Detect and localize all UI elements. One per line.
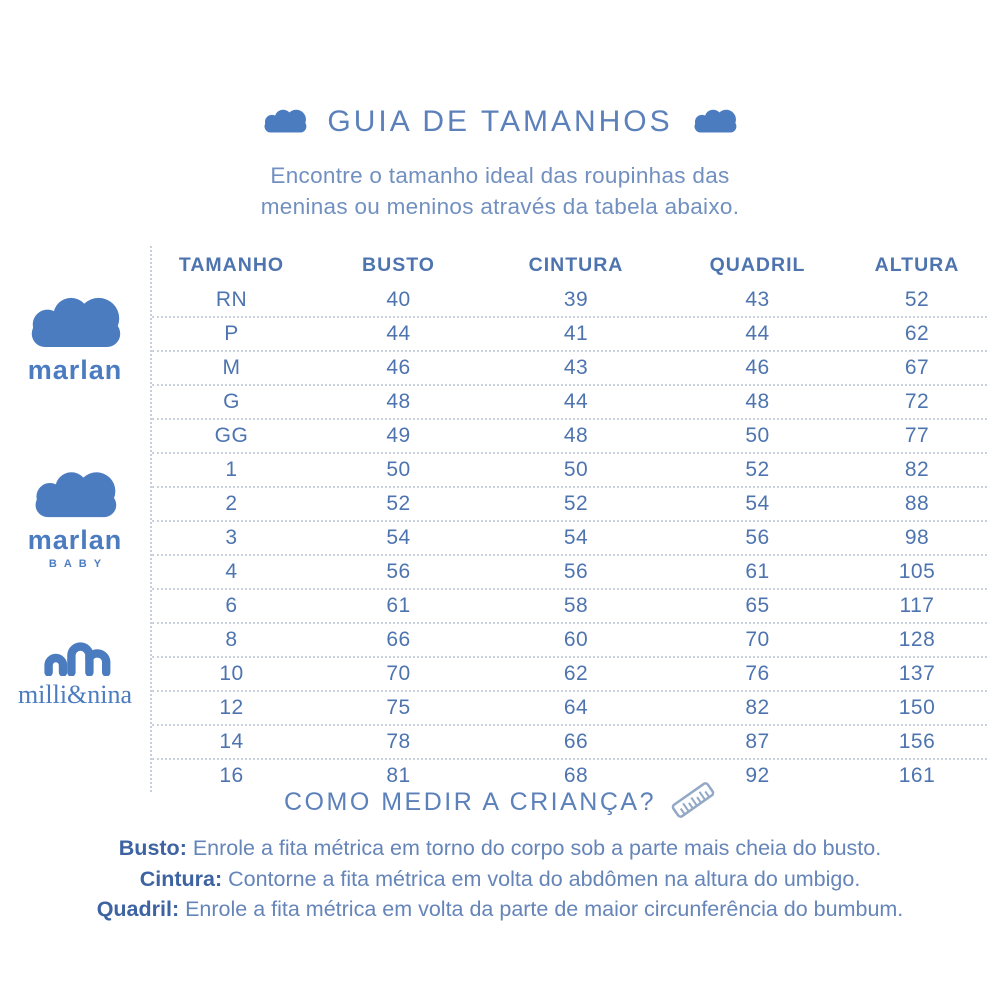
- cloud-icon: [28, 466, 122, 523]
- column-header: ALTURA: [874, 253, 960, 276]
- size-cell: 10: [219, 662, 244, 685]
- measure-cell: 56: [563, 560, 589, 583]
- brand-logo-marlan-baby: [0, 466, 150, 570]
- measure-cell: 46: [386, 356, 411, 379]
- howto-label: Busto:: [118, 836, 187, 860]
- measure-cell: 65: [745, 594, 770, 617]
- measure-cell: 48: [745, 390, 770, 413]
- table-row: [152, 318, 987, 352]
- size-cell: 2: [225, 492, 238, 515]
- measure-cell: 88: [904, 492, 930, 515]
- table-row: [152, 624, 987, 658]
- brand-wordmark: marlan: [27, 525, 123, 555]
- measure-cell: 54: [386, 526, 411, 549]
- column-header: CINTURA: [528, 253, 624, 276]
- page-title: GUIA DE TAMANHOS: [327, 105, 673, 138]
- measure-cell: 76: [745, 662, 770, 685]
- measure-cell: 92: [745, 764, 770, 787]
- brand-wordmark: milli&nina: [17, 680, 133, 709]
- table-row: [152, 590, 987, 624]
- cloud-icon: [24, 291, 126, 353]
- howto-instructions: [0, 833, 1000, 925]
- table-row: [152, 556, 987, 590]
- table-row: [152, 522, 987, 556]
- page-subtitle: [0, 160, 1000, 222]
- measure-cell: 50: [386, 458, 411, 481]
- measure-cell: 77: [904, 424, 930, 447]
- measure-cell: 43: [745, 288, 770, 311]
- table-row: [152, 420, 987, 454]
- table-row: [152, 284, 987, 318]
- measure-cell: 81: [386, 764, 411, 787]
- subtitle-line: meninas ou meninos através da tabela abaixo.: [260, 194, 740, 219]
- table-row: [152, 352, 987, 386]
- measure-cell: 78: [386, 730, 411, 753]
- size-table: [150, 246, 987, 792]
- size-cell: GG: [214, 424, 249, 447]
- measure-cell: 68: [563, 764, 589, 787]
- size-cell: P: [224, 322, 239, 345]
- measure-cell: 39: [563, 288, 589, 311]
- column-header: QUADRIL: [709, 253, 806, 276]
- measure-cell: 62: [904, 322, 930, 345]
- measure-cell: 67: [904, 356, 930, 379]
- brand-wordmark: marlan: [27, 355, 123, 385]
- millinina-monogram-icon: [39, 634, 111, 681]
- measure-cell: 105: [898, 560, 936, 583]
- measure-cell: 60: [563, 628, 589, 651]
- measure-cell: 64: [563, 696, 589, 719]
- measure-cell: 46: [745, 356, 770, 379]
- measure-cell: 50: [563, 458, 589, 481]
- measure-cell: 156: [898, 730, 936, 753]
- measure-cell: 56: [745, 526, 770, 549]
- measure-cell: 87: [745, 730, 770, 753]
- size-cell: M: [222, 356, 241, 379]
- subtitle-line: Encontre o tamanho ideal das roupinhas das: [270, 163, 730, 188]
- cloud-icon: [691, 106, 739, 138]
- measure-cell: 61: [745, 560, 770, 583]
- measure-cell: 54: [745, 492, 770, 515]
- size-cell: 8: [225, 628, 238, 651]
- size-cell: 3: [225, 526, 238, 549]
- measure-cell: 161: [898, 764, 936, 787]
- brand-submark: BABY: [48, 558, 109, 570]
- ruler-icon: [670, 779, 716, 826]
- table-row: [152, 726, 987, 760]
- measure-cell: 82: [904, 458, 930, 481]
- measure-cell: 98: [904, 526, 930, 549]
- size-table-header: [152, 246, 987, 284]
- measure-cell: 117: [899, 594, 935, 617]
- page-header: [0, 100, 1000, 144]
- size-cell: 4: [225, 560, 238, 583]
- table-row: [152, 386, 987, 420]
- table-row: [152, 658, 987, 692]
- howto-header: [0, 782, 1000, 822]
- howto-text: Enrole a fita métrica em volta da parte de maior circunferência do bumbum.: [179, 897, 904, 921]
- measure-cell: 56: [386, 560, 411, 583]
- brand-logo-marlan: [0, 291, 150, 384]
- size-table-body: [152, 284, 987, 792]
- measure-cell: 66: [386, 628, 411, 651]
- howto-line-quadril: [0, 894, 1000, 925]
- measure-cell: 48: [386, 390, 411, 413]
- table-row: [152, 454, 987, 488]
- measure-cell: 52: [386, 492, 411, 515]
- measure-cell: 70: [386, 662, 411, 685]
- size-cell: 14: [219, 730, 244, 753]
- measure-cell: 52: [904, 288, 930, 311]
- size-cell: 1: [225, 458, 238, 481]
- measure-cell: 40: [386, 288, 411, 311]
- measure-cell: 66: [563, 730, 589, 753]
- measure-cell: 49: [386, 424, 411, 447]
- measure-cell: 41: [563, 322, 589, 345]
- column-header: TAMANHO: [178, 253, 285, 276]
- measure-cell: 52: [745, 458, 770, 481]
- cloud-icon: [261, 106, 309, 138]
- measure-cell: 75: [386, 696, 411, 719]
- measure-cell: 44: [745, 322, 770, 345]
- size-cell: 16: [219, 764, 244, 787]
- howto-line-busto: [0, 833, 1000, 864]
- howto-text: Enrole a fita métrica em torno do corpo sob a parte mais cheia do busto.: [186, 836, 882, 860]
- measure-cell: 54: [563, 526, 589, 549]
- measure-cell: 137: [898, 662, 936, 685]
- size-cell: RN: [215, 288, 248, 311]
- measure-cell: 43: [563, 356, 589, 379]
- measure-cell: 61: [386, 594, 411, 617]
- measure-cell: 150: [898, 696, 936, 719]
- measure-cell: 50: [745, 424, 770, 447]
- measure-cell: 44: [563, 390, 589, 413]
- measure-cell: 72: [904, 390, 930, 413]
- size-cell: 12: [219, 696, 244, 719]
- howto-text: Contorne a fita métrica em volta do abdômen na altura do umbigo.: [222, 866, 861, 891]
- table-row: [152, 488, 987, 522]
- table-row: [152, 692, 987, 726]
- measure-cell: 70: [745, 628, 770, 651]
- size-cell: 6: [225, 594, 238, 617]
- measure-cell: 48: [563, 424, 589, 447]
- howto-line-cintura: [0, 864, 1000, 895]
- measure-cell: 52: [563, 492, 589, 515]
- howto-label: Quadril:: [96, 897, 180, 921]
- howto-label: Cintura:: [139, 866, 223, 891]
- measure-cell: 82: [745, 696, 770, 719]
- measure-cell: 62: [563, 662, 589, 685]
- size-cell: G: [223, 390, 240, 413]
- measure-cell: 58: [563, 594, 589, 617]
- howto-title: COMO MEDIR A CRIANÇA?: [284, 787, 656, 816]
- measure-cell: 128: [898, 628, 936, 651]
- brand-logo-millinina: [0, 634, 150, 708]
- measure-cell: 44: [386, 322, 411, 345]
- column-header: BUSTO: [362, 253, 435, 276]
